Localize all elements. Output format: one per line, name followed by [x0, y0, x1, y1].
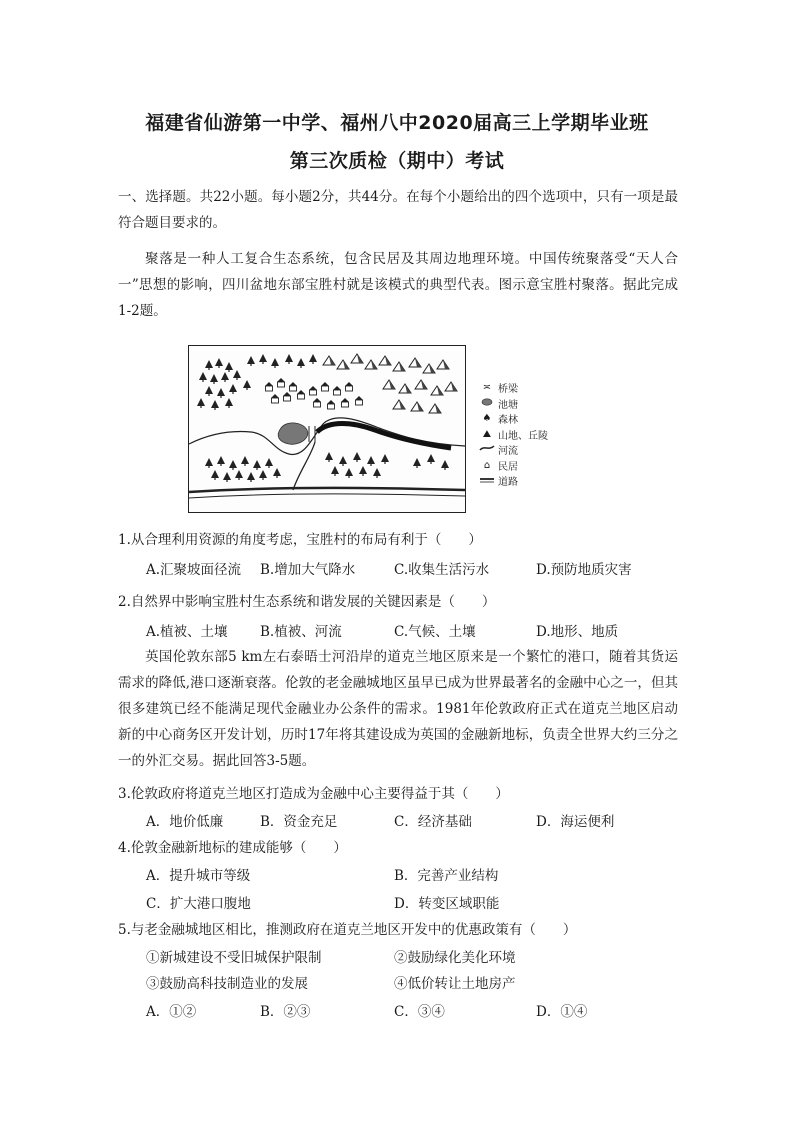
- question-1-option-a[interactable]: A.汇聚坡面径流: [146, 562, 242, 578]
- question-3-option-a[interactable]: A．地价低廉: [146, 814, 224, 830]
- legend-label: 池塘: [498, 399, 518, 411]
- exam-title-line1: 福建省仙游第一中学、福州八中2020届高三上学期毕业班: [145, 112, 649, 134]
- question-3-option-d[interactable]: D．海运便利: [536, 814, 615, 830]
- question-4-option-d[interactable]: D．转变区域职能: [394, 896, 500, 912]
- question-1-option-c[interactable]: C.收集生活污水: [394, 562, 490, 578]
- question-5-statement-3: ③鼓励高科技制造业的发展: [146, 976, 308, 992]
- river-icon: [476, 444, 498, 455]
- legend-label: 道路: [498, 477, 518, 489]
- question-3-stem: 3.伦敦政府将道克兰地区打造成为金融中心主要得益于其（ ）: [118, 786, 509, 802]
- pond-icon: [476, 398, 498, 409]
- question-1-option-b[interactable]: B.增加大气降水: [260, 562, 356, 578]
- question-3-option-b[interactable]: B．资金充足: [260, 814, 338, 830]
- question-5-statement-4: ④低价转让土地房产: [394, 976, 516, 992]
- question-5-stem: 5.与老金融城地区相比，推测政府在道克兰地区开发中的优惠政策有（ ）: [118, 922, 577, 938]
- legend-item-hill: [476, 427, 586, 443]
- question-5-option-c[interactable]: C．③④: [394, 1004, 445, 1020]
- question-2-option-c[interactable]: C.气候、土壤: [394, 624, 476, 640]
- forest-area-south: [205, 452, 449, 482]
- legend-item-forest: [476, 411, 586, 427]
- question-4-option-c[interactable]: C．扩大港口腹地: [146, 896, 251, 912]
- question-5-option-a[interactable]: A．①②: [146, 1004, 197, 1020]
- legend-label: 河流: [498, 446, 518, 458]
- road-icon: [476, 475, 498, 486]
- question-5-option-d[interactable]: D．①④: [536, 1004, 588, 1020]
- village-houses: [265, 378, 363, 409]
- legend-item-road: [476, 473, 586, 489]
- forest-icon: ♠: [482, 413, 492, 425]
- legend-item-bridge: [476, 380, 586, 396]
- legend-label: 民居: [498, 461, 518, 473]
- exam-title-line2: 第三次质检（期中）考试: [289, 150, 505, 172]
- question-2-option-d[interactable]: D.地形、地质: [536, 624, 619, 640]
- passage-2: 英国伦敦东部5 km左右泰晤士河沿岸的道克兰地区原来是一个繁忙的港口，随着其货运需求的降低,港口逐渐衰落。伦敦的老金融城地区虽早已成为世界最著名的金融中心之一，但其很多建筑已经不能满足现代金融业办公条件的需求。1981年伦敦政府正式在道克兰地区启动新的中心商务区开发计划，历时17年将其建设成为英国的金融新地标，负责全世界大约三分之一的外汇交易。据此回答3-5题。: [118, 649, 678, 769]
- legend-label: 桥梁: [498, 384, 518, 396]
- question-2-option-b[interactable]: B.植被、河流: [260, 624, 342, 640]
- legend-item-river: [476, 442, 586, 458]
- question-5-statement-1: ①新城建设不受旧城保护限制: [146, 950, 322, 966]
- legend-label: 山地、丘陵: [498, 430, 548, 442]
- hill-icon: ⛰: [482, 428, 492, 440]
- road-main: [189, 488, 465, 492]
- section-header: 一、选择题。共22小题。每小题2分，共44分。在每个小题给出的四个选项中，只有一项是最符合题目要求的。: [118, 189, 678, 231]
- map-legend: [476, 380, 586, 489]
- question-1-stem: 1.从合理利用资源的角度考虑，宝胜村的布局有利于（ ）: [118, 532, 482, 548]
- legend-label: 森林: [498, 415, 518, 427]
- legend-item-house: [476, 458, 586, 474]
- question-1-option-d[interactable]: D.预防地质灾害: [536, 562, 632, 578]
- house-icon: ⌂: [483, 459, 491, 471]
- question-4-option-a[interactable]: A．提升城市等级: [146, 868, 251, 884]
- road-edge: [189, 494, 465, 498]
- passage-1: 聚落是一种人工复合生态系统，包含民居及其周边地理环境。中国传统聚落受“天人合一”思想的影响，四川盆地东部宝胜村就是该模式的典型代表。图示意宝胜村聚落。据此完成1-2题。: [118, 251, 678, 319]
- question-5-statement-2: ②鼓励绿化美化环境: [394, 950, 516, 966]
- forest-area-northwest: [197, 354, 317, 410]
- legend-item-pond: [476, 396, 586, 412]
- settlement-map-drawing: [189, 346, 465, 512]
- bridge-icon: ≍: [482, 382, 492, 394]
- question-4-stem: 4.伦敦金融新地标的建成能够（ ）: [118, 840, 347, 856]
- question-2-stem: 2.自然界中影响宝胜村生态系统和谐发展的关键因素是（ ）: [118, 594, 496, 610]
- question-4-option-b[interactable]: B．完善产业结构: [394, 868, 499, 884]
- settlement-map: [188, 345, 466, 513]
- question-5-option-b[interactable]: B．②③: [260, 1004, 311, 1020]
- question-3-option-c[interactable]: C．经济基础: [394, 814, 472, 830]
- pond: [278, 423, 308, 444]
- river-main: [317, 424, 451, 449]
- question-2-option-a[interactable]: A.植被、土壤: [146, 624, 228, 640]
